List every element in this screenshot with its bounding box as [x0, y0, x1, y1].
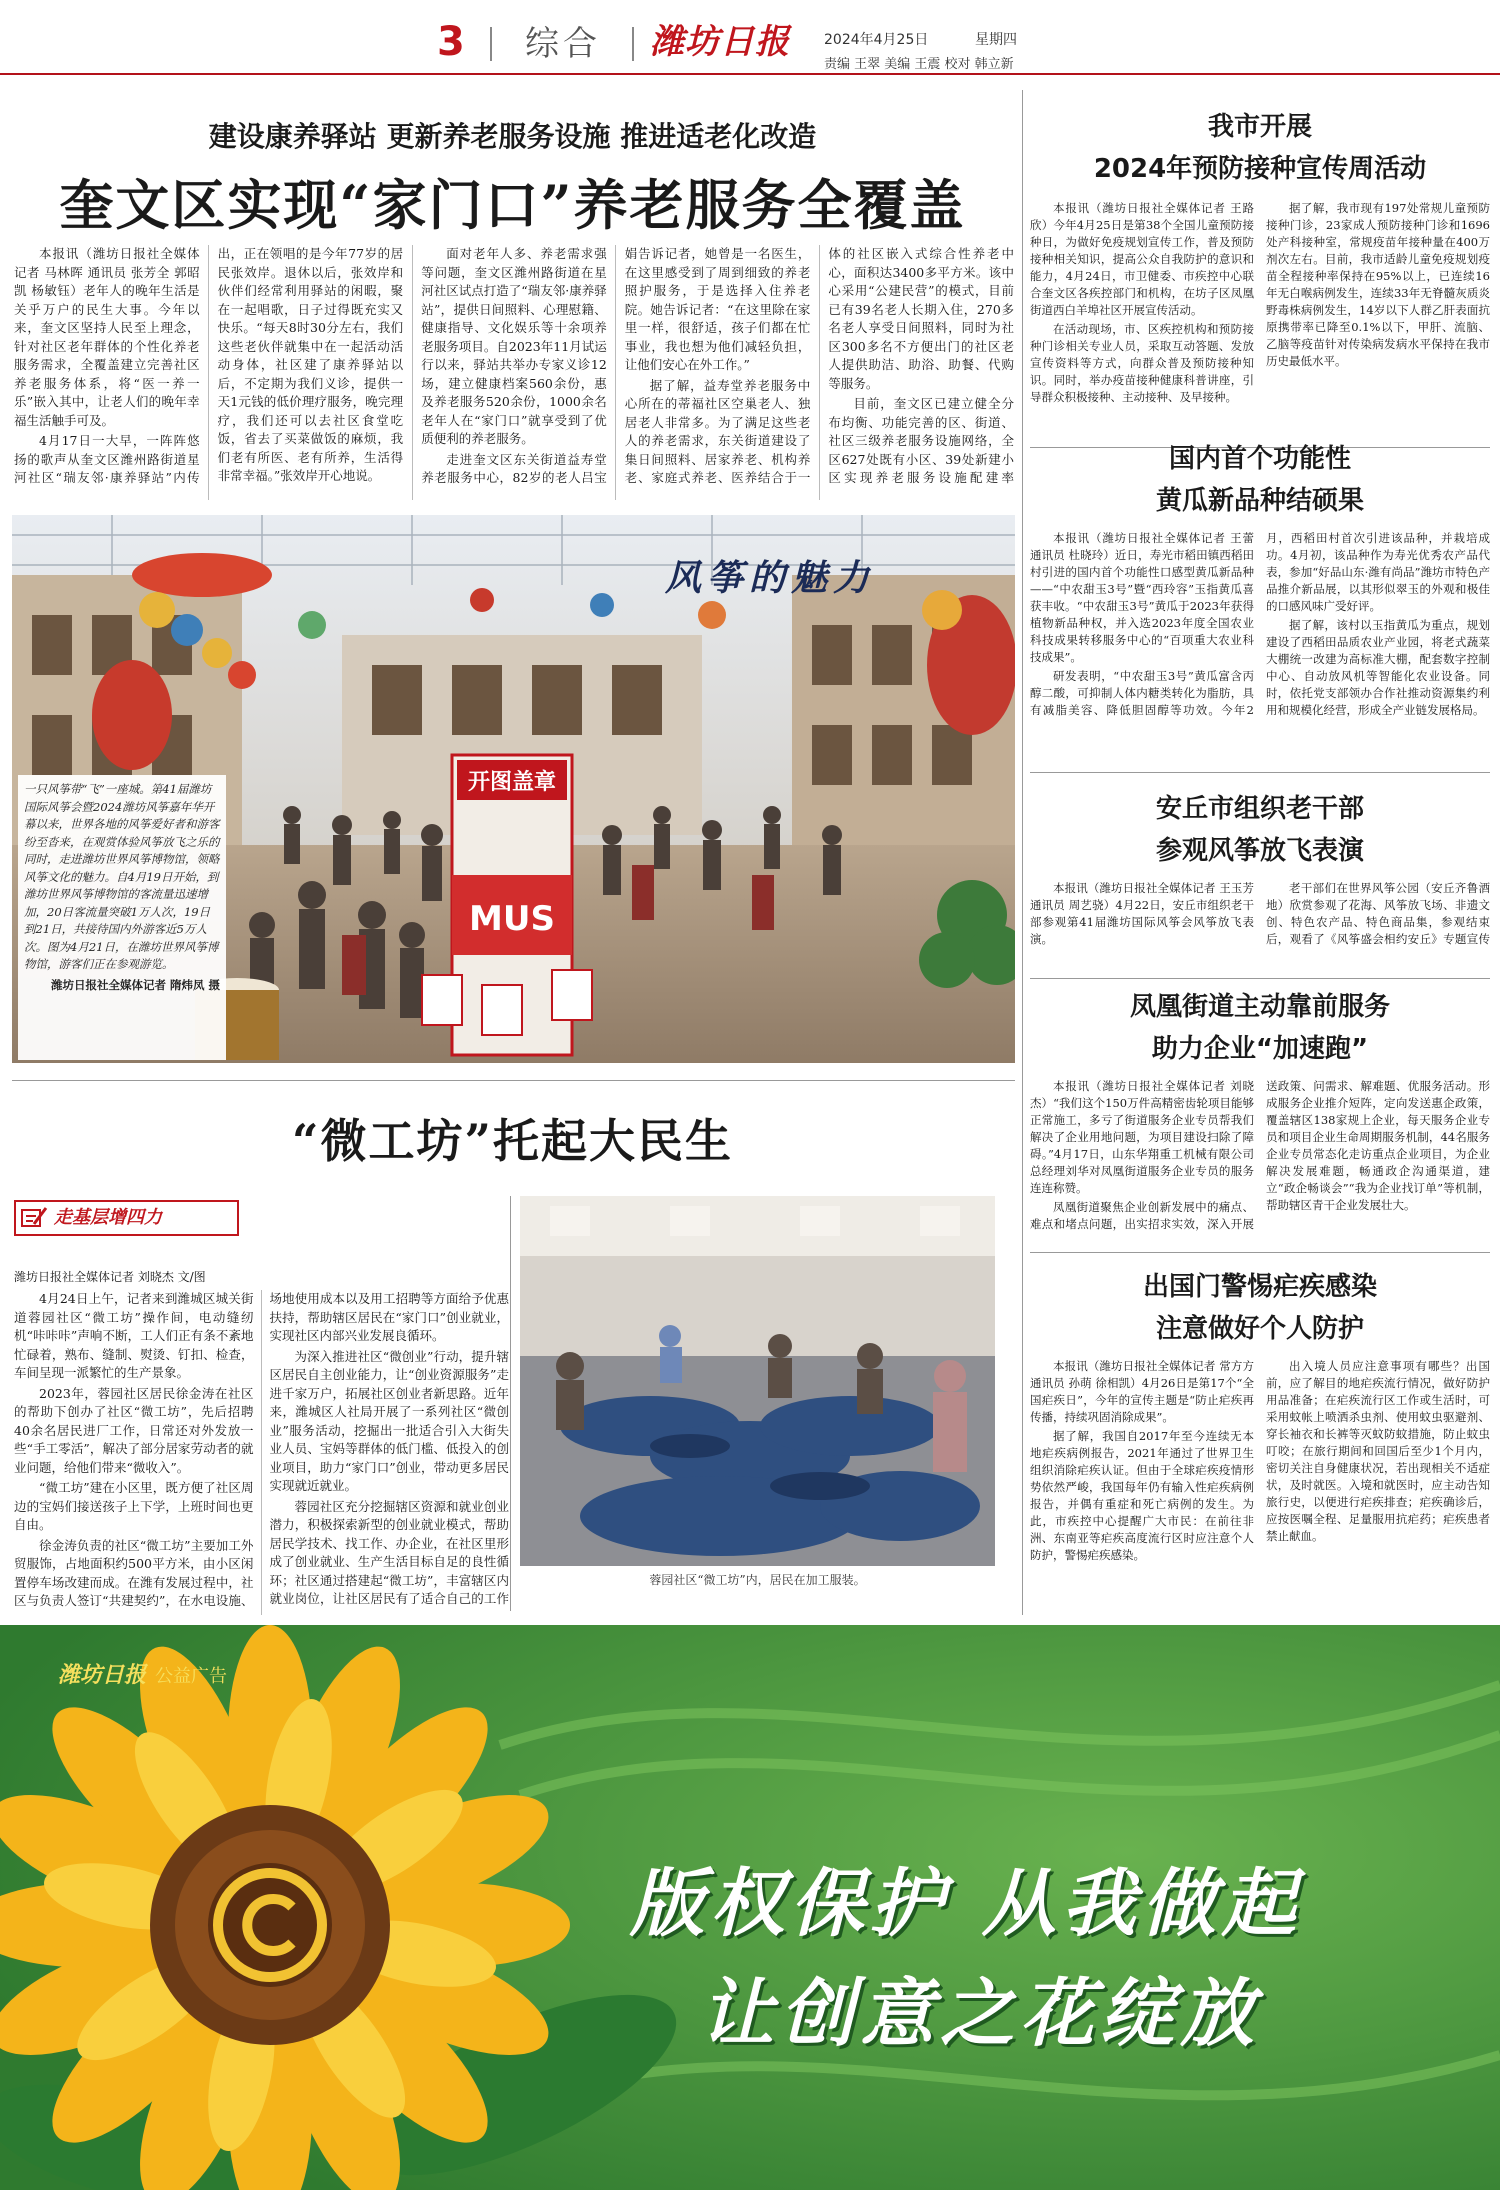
lead-paragraph: 据了解，益寿堂养老服务中心所在的蒂福社区空巢老人、独居老人非常多。为了满足这些老人的养老需求，东关街道建设了集日间照料、居家养老、机构养老、家庭式养老、医养结合于一体的社区嵌入式综合性养老中心，面积达3400多平方米。该中心采用“公建民营”的模式，目前已有39名老人长期入住，270多名老人享受日间照料，同时为社区300多名不方便出门的社区老人提供助洁、助浴、助餐、代购等服务。	[624, 246, 1014, 485]
ad-slogan-line1: 版权保护 从我做起	[630, 1861, 1302, 1947]
lead-paragraph: 走进奎文区东关街道益寿堂养老服务中心，82岁的老人吕宝娟告诉记者，她曾是一名医生，在这里感受到了周到细致的养老照护服务，于是选择入住养老院。她告诉记者：“在这里除在家里一样，很舒适，孩子们都在忙事业，我也想为他们减轻负担，让他们安心在外工作。”	[421, 246, 811, 485]
story2-paragraph: 研发表明，“中农甜玉3号”黄瓜富含丙醇二酸，可抑制人体内糖类转化为脂肪，具有减脂美容、降低胆固醇等功效。今年2月，西稻田村首次引进该品种，并栽培成功。4月初，该品种作为寿光优秀农产品代表，参加“好品山东·潍有尚品”潍坊市特色产品推介新品展，以其形似翠玉的外观和极佳的口感风味广受好评。	[1030, 531, 1490, 717]
story-divider	[1030, 1252, 1490, 1253]
story1-paragraph: 在活动现场，市、区疾控机构和预防接种门诊相关专业人员，采取互动答题、发放宣传资料等方式，向群众普及预防接种知识。同时，举办疫苗接种健康科普讲座，引导群众积极接种、主动接种、及早接种。	[1030, 322, 1254, 404]
story4-body	[1030, 1078, 1490, 1243]
story3-paragraph: 本报讯（潍坊日报社全媒体记者 王玉芳 通讯员 周艺骁）4月22日，安丘市组织老干部参观第41届潍坊国际风筝会风筝放飞表演。	[1030, 881, 1254, 946]
paper-logo: 潍坊日报	[650, 22, 790, 62]
workshop-paragraph: 为深入推进社区“微创业”行动，提升辖区居民自主创业能力，让“创业资源服务”走进千家万户，拓展社区创业者新思路。近年来，潍城区人社局开展了一系列社区“微创业”服务活动，挖掘出一批适合引入大街失业人员、宝妈等群体的低门槛、低投入的创业项目，助力“家门口”创业，带动更多居民实现就近就业。	[269, 1348, 509, 1493]
column-label	[14, 1200, 239, 1236]
story-divider	[1030, 772, 1490, 773]
section-name: 综合	[525, 24, 601, 64]
story2-paragraph: 据了解，该村以玉指黄瓜为重点，规划建设了西稻田品质农业产业园，将老式蔬菜大棚统一改建为高标准大棚，配套数字控制中心、自动放风机等智能化农业设备。同时，依托党支部领办合作社推动资源集约利用和规模化经营，形成全产业链发展格局。	[1266, 618, 1490, 717]
lead-kicker: 建设康养驿站 更新养老服务设施 推进适老化改造	[208, 120, 817, 153]
issue-date: 2024年4月25日	[824, 32, 929, 48]
column-divider	[1022, 90, 1023, 1615]
page-editors: 责编 王翠 美编 王震 校对 韩立新	[824, 57, 1014, 72]
story1-body	[1030, 200, 1490, 440]
story5-paragraph: 本报讯（潍坊日报社全媒体记者 常方方 通讯员 孙萌 徐相凯）4月26日是第17个“全国疟疾日”，今年的宣传主题是“防止疟疾再传播，持续巩固消除成果”。	[1030, 1359, 1254, 1424]
section-divider	[12, 1080, 1015, 1081]
lead-paragraph: 4月17日一大早，一阵阵悠扬的歌声从奎文区潍州路街道星河社区“瑞友邻·康养驿站”内传出，正在领唱的是今年77岁的居民张效岸。退休以后，张效岸和伙伴们经常利用驿站的闲暇，聚在一起唱歌，日子过得既充实又快乐。“每天8时30分左右，我们这些老伙伴就集中在一起活动活动身体，社区建了康养驿站以后，不定期为我们义诊，提供一天1元钱的低价理疗服务，晚完理疗，我们还可以去社区食堂吃饭，省去了买菜做饭的麻烦，我们老有所医、老有所养，生活得非常幸福。”张效岸开心地说。	[14, 246, 404, 485]
story3-title-line2: 参观风筝放飞表演	[1155, 836, 1364, 866]
story3-title-line1: 安丘市组织老干部	[1155, 794, 1364, 824]
issue-weekday: 星期四	[975, 32, 1017, 48]
story4-title-line2: 助力企业“加速跑”	[1151, 1034, 1369, 1064]
story-divider	[1030, 978, 1490, 979]
workshop-photo-caption: 蓉园社区“微工坊”内，居民在加工服装。	[649, 1573, 866, 1587]
masthead-divider	[632, 27, 634, 61]
story1-paragraph: 据了解，我市现有197处常规儿童预防接种门诊，23家成人预防接种门诊和1696处产科接种室，常规疫苗年接种量在400万剂次左右。目前，我市适龄儿童免疫规划疫苗全程接种率保持在95%以上，已连续16年无白喉病例发生，连续33年无脊髓灰质炎野毒株病例发生，14岁以下人群乙肝表面抗原携带率已降至0.1%以下，甲肝、流脑、乙脑等疫苗针对传染病发病水平保持在我市历史最低水平。	[1266, 201, 1490, 368]
story1-paragraph: 本报讯（潍坊日报社全媒体记者 王路欣）今年4月25日是第38个全国儿童预防接种日，为做好免疫规划宣传工作，普及预防接种相关知识，提高公众自我防护的意识和能力，4月24日，市卫健委、市疾控中心联合奎文区各疾控部门和机构，在坊子区凤凰街道西白羊埠社区开展宣传活动。	[1030, 201, 1254, 317]
lead-body	[14, 245, 1014, 500]
story3-paragraph: 老干部们在世界风筝公园（安丘齐鲁酒地）欣赏参观了花海、风筝放飞场、非遗文创、特色农产品、特色商品集，参观结束后，观看了《风筝盛会相约安丘》专题宣传	[1266, 881, 1490, 946]
workshop-paragraph: 蓉园社区充分挖掘辖区资源和就业创业潜力，积极探索新型的创业就业模式，帮助居民学技术、找工作、办企业，在社区里形成了创业就业、生产生活目标自足的良性循环；社区通过搭建起“微工坊”，丰富辖区内就业岗位，让社区居民有了适合自己的工作	[269, 1498, 509, 1606]
ad-logo: 潍坊日报	[58, 1663, 147, 1688]
masthead-divider	[490, 27, 492, 61]
workshop-scene-illustration	[520, 1196, 995, 1566]
story5-paragraph: 出入境人员应注意事项有哪些？出国前，应了解目的地疟疾流行情况，做好防护用品准备；在疟疾流行区工作或生活时，可采用蚊帐上喷洒杀虫剂、使用蚊虫驱避剂、穿长袖衣和长裤等灭蚊防蚊措施，防止蚊虫叮咬；在旅行期间和回国后至少1个月内，密切关注自身健康状况，若出现相关不适症状，及时就医。入境和就医时，应主动告知旅行史，以便进行疟疾排查；疟疾确诊后，应按医嘱全程、足量服用抗疟药；疟疾患者禁止献血。	[1266, 1359, 1490, 1543]
story5-paragraph: 据了解，我国自2017年至今连续无本地疟疾病例报告，2021年通过了世界卫生组织消除疟疾认证。但由于全球疟疾疫情形势依然严峻，我国每年仍有输入性疟疾病例报告，并偶有重症和死亡病例的发生。为此，市疾控中心提醒广大市民：在前往非洲、东南亚等疟疾高度流行区时应注意个人防护，警惕疟疾感染。	[1030, 1429, 1254, 1562]
photo-caption	[18, 775, 226, 1060]
workshop-byline: 潍坊日报社全媒体记者 刘晓杰 文/图	[14, 1270, 206, 1284]
pen-paper-icon	[20, 1206, 48, 1230]
story4-title-line1: 凤凰街道主动靠前服务	[1129, 992, 1390, 1022]
masthead	[0, 0, 1500, 75]
photo-credit: 潍坊日报社全媒体记者 隋炜凤 摄	[50, 977, 220, 992]
workshop-headline: “微工坊”托起大民生	[292, 1114, 733, 1168]
lead-paragraph: 面对老年人多、养老需求强等问题，奎文区潍州路街道在星河社区试点打造了“瑞友邻·康养驿站”，提供日间照料、心理慰籍、健康指导、文化娱乐等十余项养老服务项目。自2023年11月试运行以来，驿站共举办专家义诊12场，建立健康档案560余份，惠及养老服务520余份，1000余名老年人在“家门口”就享受到了优质便利的养老服务。	[421, 246, 607, 446]
public-service-ad	[0, 1625, 1500, 2190]
photo-title: 风筝的魅力	[665, 557, 876, 599]
story5-body	[1030, 1358, 1490, 1613]
workshop-body	[14, 1290, 509, 1615]
story2-title-line1: 国内首个功能性	[1168, 444, 1351, 474]
ad-logo-suffix: 公益广告	[155, 1666, 227, 1687]
booth-sign: 开图盖章	[467, 770, 557, 795]
story2-paragraph: 本报讯（潍坊日报社全媒体记者 王蕾 通讯员 杜晓玲）近日，寿光市稻田镇西稻田村引进的国内首个功能性口感型黄瓜新品种——“中农甜玉3号”暨“西玲容”玉指黄瓜喜获丰收。“中农甜玉3号”黄瓜于2023年获得植物新品种权，并入选2023年度全国农业科技成果转移服务中心的“百项重大农业科技成果”。	[1030, 531, 1254, 664]
workshop-paragraph: 徐金涛负责的社区“微工坊”主要加工外贸服饰，占地面积约500平方米，由小区闲置停车场改建而成。在潍有发展过程中，社区与负责人签订“共建契约”，在水电设施、场地使用成本以及用工招聘等方面给予优惠扶持，帮助辖区居民在“家门口”创业就业，实现社区内部兴业发展良循环。	[14, 1291, 509, 1608]
workshop-paragraph: 2023年，蓉园社区居民徐金涛在社区的帮助下创办了社区“微工坊”，先后招聘40余名居民进厂工作，日常还对外发放一些“手工零活”，解决了部分居家劳动者的就业问题，给他们带来“微收入”。	[14, 1385, 254, 1475]
caption-text: 一只风筝带“飞”一座城。第41届潍坊国际风筝会暨2024潍坊风筝嘉年华开幕以来，世界各地的风筝爱好者和游客纷至沓来，在观赏体验风筝放飞之乐的同时，走进潍坊世界风筝博物馆，领略风筝文化的魅力。自4月19日开始，到潍坊世界风筝博物馆的客流量迅速增加，20日客流量突破1万人次，19日到21日，共接待国内外游客近5万人次。图为4月21日，在潍坊世界风筝博物馆，游客们正在参观游览。	[24, 782, 220, 971]
machine-brand: MUS	[469, 899, 555, 939]
story4-paragraph: 凤凰街道聚焦企业创新发展中的痛点、难点和堵点问题，出实招求实效，深入开展送政策、问需求、解难题、优服务活动。形成服务企业推介短阵，定向发送惠企政策，覆盖辖区138家规上企业，每天服务企业专员和项目企业生命周期服务机制，44名服务企业专员常态化走访重点企业项目，为企业解决发展难题，畅通政企沟通渠道，建立“政企畅谈会”“我为企业找订单”等机制，帮助辖区青干企业发展壮大。	[1030, 1079, 1490, 1231]
story1-title-line2: 2024年预防接种宣传周活动	[1093, 154, 1427, 184]
page-number: 3	[437, 19, 465, 65]
workshop-paragraph: “微工坊”建在小区里，既方便了社区周边的宝妈们接送孩子上下学，上班时间也更自由。	[14, 1480, 254, 1532]
story5-title-line1: 出国门警惕疟疾感染	[1142, 1272, 1377, 1302]
lead-headline: 奎文区实现“家门口”养老服务全覆盖	[59, 173, 966, 237]
story3-body	[1030, 880, 1490, 970]
story4-paragraph: 本报讯（潍坊日报社全媒体记者 刘晓杰）“我们这个150万件高精密齿轮项目能够正常施工，多亏了街道服务企业专员帮我们解决了企业用地问题，为项目建设扫除了障碍。”4月17日，山东华翔重工机械有限公司总经理刘华对凤凰街道服务企业专员的服务连连称赞。	[1030, 1079, 1254, 1195]
column-label-text: 走基层增四力	[54, 1207, 162, 1228]
story5-title-line2: 注意做好个人防护	[1155, 1314, 1364, 1344]
workshop-paragraph: 4月24日上午，记者来到潍城区城关街道蓉园社区“微工坊”操作间，电动缝纫机“咔咔咔”声响不断，工人们正有条不紊地忙碌着，熟布、缝制、熨烫、钉扣、检查，车间呈现一派繁忙的生产景象。	[14, 1291, 254, 1380]
story2-title-line2: 黄瓜新品种结硕果	[1155, 486, 1364, 516]
workshop-photo	[520, 1196, 995, 1566]
lead-paragraph: 目前，奎文区已建立健全分布均衡、功能完善的区、街道、社区三级养老服务设施网络，全区627处既有小区、39处新建小区实现养老服务设施配建率	[828, 396, 1014, 485]
story1-title-line1: 我市开展	[1207, 112, 1312, 142]
story2-body	[1030, 530, 1490, 765]
ad-slogan-line2: 让创意之花绽放	[700, 1971, 1260, 2057]
column-divider	[510, 1196, 511, 1611]
lead-paragraph: 本报讯（潍坊日报社全媒体记者 马林晖 通讯员 张芳全 郭昭凯 杨敏钰）老年人的晚年生活是关乎万户的民生大事。今年以来，奎文区坚持人民至上理念，针对社区老年群体的个性化养老服务需求，全覆盖建立完善社区养老服务体系，将“医一养一乐”嵌入其中，让老人们的晚年幸福生活触手可及。	[14, 246, 200, 428]
